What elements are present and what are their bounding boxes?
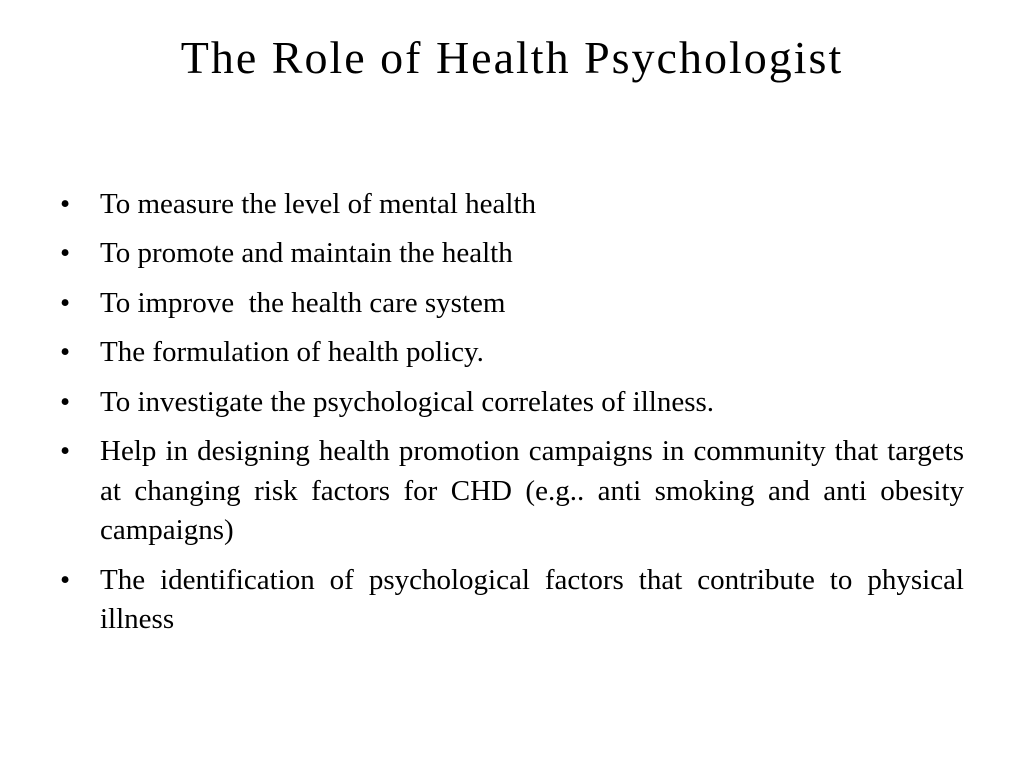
bullet-item-measure-mental-health xyxy=(60,185,964,224)
bullet-text: To investigate the psychological correlates of illness. xyxy=(100,385,715,418)
bullet-item-promote-health xyxy=(60,234,964,273)
bullet-text: To improve the health care system xyxy=(100,286,506,319)
bullet-item-health-policy xyxy=(60,333,964,372)
bullet-item-promotion-campaigns xyxy=(60,432,964,550)
bullet-icon: • xyxy=(60,435,71,468)
bullet-text: To measure the level of mental health xyxy=(100,188,537,220)
bullet-icon: • xyxy=(60,286,71,319)
bullet-text: The identification of psychological factors that contribute to physical illness xyxy=(100,563,964,635)
bullet-icon: • xyxy=(60,237,71,270)
bullet-item-psychological-correlates xyxy=(60,383,964,422)
bullet-text: Help in designing health promotion campaigns in community that targets at changing risk factors for CHD (e.g.. anti smoking and anti obesity campaigns) xyxy=(100,435,964,547)
bullet-text: To promote and maintain the health xyxy=(100,237,513,270)
bullet-icon: • xyxy=(60,336,71,369)
bullet-icon: • xyxy=(60,385,71,418)
bullet-icon: • xyxy=(60,563,71,596)
slide-title: The Role of Health Psychologist xyxy=(180,32,844,83)
bullet-item-improve-care-system xyxy=(60,284,964,323)
bullet-text: The formulation of health policy. xyxy=(100,336,484,369)
bullet-list xyxy=(60,185,964,649)
bullet-item-psychological-factors xyxy=(60,561,964,640)
bullet-icon: • xyxy=(60,188,71,220)
